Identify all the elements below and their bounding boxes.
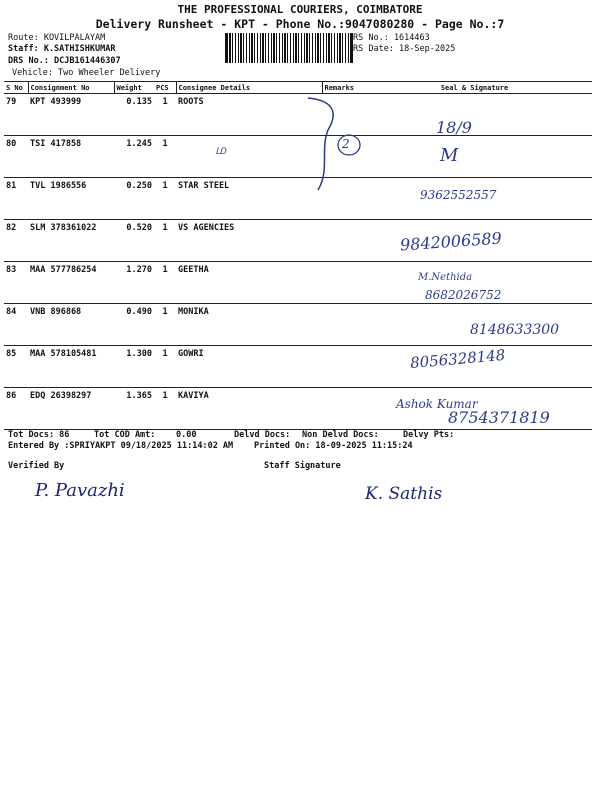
row-consignment: TSI 417858 (28, 136, 114, 178)
tot-docs: Tot Docs: 86 (8, 430, 70, 440)
remarks-circle-number: 2 (342, 137, 350, 151)
row-consignment: MAA 578105481 (28, 346, 114, 388)
verified-by-label: Verified By (8, 461, 65, 471)
signature-row86: 8754371819 (448, 408, 550, 427)
table-header-row (4, 82, 592, 94)
signature-row85: 8056328148 (409, 345, 507, 373)
row-sno: 80 (4, 136, 28, 178)
table-row (4, 94, 592, 136)
table-row (4, 262, 592, 304)
signature-row80: M (440, 145, 459, 166)
row-consignee: ROOTS (176, 94, 322, 136)
row-weight: 0.135 (114, 94, 154, 136)
entered-by: Entered By :SPRIYAKPT 09/18/2025 11:14:02 AM (8, 441, 234, 451)
route-label: Route: KOVILPALAYAM (8, 33, 106, 43)
col-sno: S No (4, 82, 28, 94)
col-remarks: Remarks (322, 82, 357, 94)
staff-label: Staff: K.SATHISHKUMAR (8, 44, 116, 54)
row-consignee: MONIKA (176, 304, 322, 346)
handwritten-name-row86: Ashok Kumar (396, 397, 478, 411)
row-remarks (322, 388, 357, 430)
row-pcs: 1 (154, 178, 176, 220)
table-row (4, 136, 592, 178)
row-weight: 0.490 (114, 304, 154, 346)
row-sno: 83 (4, 262, 28, 304)
col-weight: Weight (114, 82, 154, 94)
handwritten-consignee-row80: ம (215, 142, 227, 158)
row-sno: 86 (4, 388, 28, 430)
row-pcs: 1 (154, 304, 176, 346)
tot-cod-label: Tot COD Amt: (94, 430, 156, 440)
staff-signature: K. Sathis (365, 484, 443, 504)
delvd-docs: Delvd Docs: (234, 430, 291, 440)
row-pcs: 1 (154, 346, 176, 388)
row-weight: 1.245 (114, 136, 154, 178)
runsheet-subtitle: Delivery Runsheet - KPT - Phone No.:9047080280 - Page No.:7 (95, 17, 505, 31)
row-sno: 82 (4, 220, 28, 262)
row-weight: 0.250 (114, 178, 154, 220)
handwritten-name-row83: M.Nethida (418, 272, 473, 283)
table-row (4, 178, 592, 220)
col-pcs: PCS (154, 82, 176, 94)
row-consignment: MAA 577786254 (28, 262, 114, 304)
signature-row79: 18/9 (436, 118, 472, 137)
col-seal: Seal & Signature (357, 82, 592, 94)
row-weight: 0.520 (114, 220, 154, 262)
row-consignee: GOWRI (176, 346, 322, 388)
row-consignee: STAR STEEL (176, 178, 322, 220)
company-title: THE PROFESSIONAL COURIERS, COIMBATORE (177, 3, 423, 16)
row-consignee: KAVIYA (176, 388, 322, 430)
row-consignee: GEETHA (176, 262, 322, 304)
row-seal (357, 136, 592, 178)
row-consignment: SLM 378361022 (28, 220, 114, 262)
vehicle-label: Vehicle: Two Wheeler Delivery (12, 68, 161, 78)
runsheet-table (4, 81, 592, 430)
row-consignment: EDQ 26398297 (28, 388, 114, 430)
row-sno: 81 (4, 178, 28, 220)
row-pcs: 1 (154, 220, 176, 262)
verified-signature: P. Pavazhi (35, 480, 125, 501)
row-remarks (322, 262, 357, 304)
row-sno: 85 (4, 346, 28, 388)
drs-number: DRS No.: DCJB161446307 (8, 56, 121, 66)
barcode (225, 33, 353, 63)
non-delvd-docs: Non Delvd Docs: (302, 430, 379, 440)
col-consignee: Consignee Details (176, 82, 322, 94)
row-remarks (322, 304, 357, 346)
signature-row84: 8148633300 (470, 322, 560, 338)
printed-on: Printed On: 18-09-2025 11:15:24 (254, 441, 413, 451)
row-seal (357, 94, 592, 136)
delvy-pts: Delvy Pts: (403, 430, 455, 440)
signature-row82: 9842006589 (399, 228, 503, 255)
row-remarks (322, 346, 357, 388)
signature-row83: 8682026752 (425, 288, 502, 302)
row-remarks (322, 220, 357, 262)
row-sno: 84 (4, 304, 28, 346)
staff-signature-label: Staff Signature (264, 461, 341, 471)
row-pcs: 1 (154, 136, 176, 178)
row-consignee: VS AGENCIES (176, 220, 322, 262)
row-pcs: 1 (154, 388, 176, 430)
row-consignment: TVL 1986556 (28, 178, 114, 220)
col-consignment: Consignment No (28, 82, 114, 94)
row-sno: 79 (4, 94, 28, 136)
rs-date: RS Date: 18-Sep-2025 (353, 44, 456, 54)
row-weight: 1.365 (114, 388, 154, 430)
rs-number: RS No.: 1614463 (353, 33, 430, 43)
row-weight: 1.300 (114, 346, 154, 388)
row-pcs: 1 (154, 262, 176, 304)
table-row (4, 220, 592, 262)
row-consignment: VNB 896868 (28, 304, 114, 346)
row-weight: 1.270 (114, 262, 154, 304)
signature-row81: 9362552557 (420, 188, 497, 202)
row-consignment: KPT 493999 (28, 94, 114, 136)
tot-cod-value: 0.00 (176, 430, 197, 440)
row-pcs: 1 (154, 94, 176, 136)
